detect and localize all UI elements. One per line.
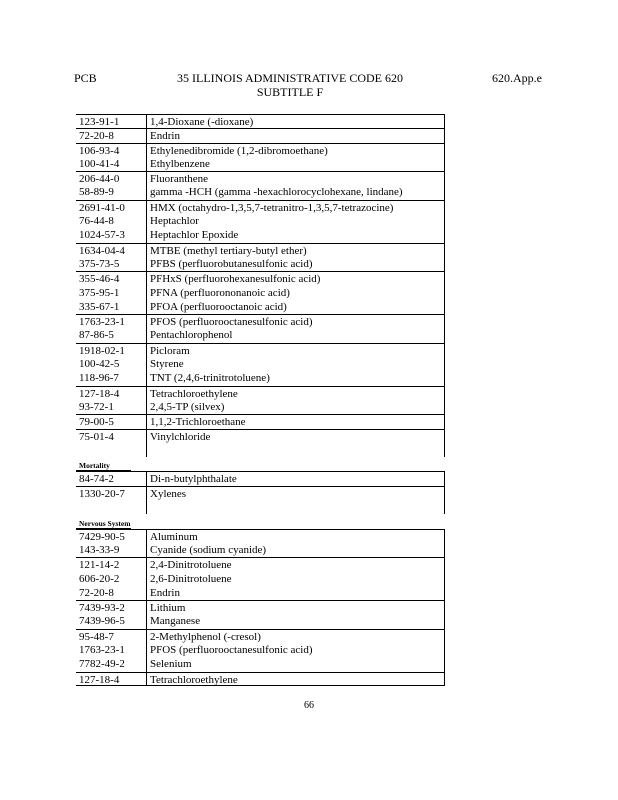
table-row xyxy=(76,572,445,586)
table-row xyxy=(76,600,445,614)
table-row xyxy=(76,143,445,157)
table-row xyxy=(76,343,445,357)
cas-number: 58-89-9 xyxy=(79,186,114,199)
section-mortality xyxy=(76,457,445,471)
chemical-name: 2,6-Dinitrotoluene xyxy=(146,572,445,586)
table-row xyxy=(76,486,445,500)
table-row xyxy=(76,300,445,314)
chemical-name: PFHxS (perfluorohexanesulfonic acid) xyxy=(146,271,445,285)
chemical-table xyxy=(76,114,445,686)
chemical-name: PFOS (perfluorooctanesulfonic acid) xyxy=(146,314,445,328)
cas-number: 93-72-1 xyxy=(79,400,114,413)
cas-number: 7439-96-5 xyxy=(79,615,125,628)
cas-number: 206-44-0 xyxy=(76,171,146,185)
table-row xyxy=(76,386,445,400)
cas-number: 127-18-4 xyxy=(76,672,146,686)
chemical-name: Di-n-butylphthalate xyxy=(146,471,445,485)
table-row xyxy=(76,414,445,428)
chemical-name: TNT (2,4,6-trinitrotoluene) xyxy=(146,371,445,385)
cas-number: 72-20-8 xyxy=(79,586,114,599)
section-label: Mortality xyxy=(76,461,131,471)
table-row xyxy=(76,286,445,300)
chemical-name: Vinylchloride xyxy=(146,429,445,443)
header-title xyxy=(170,71,410,99)
cas-number: 375-73-5 xyxy=(79,257,120,270)
chemical-name: Endrin xyxy=(146,128,445,142)
cas-number: 7429-90-5 xyxy=(76,529,146,543)
table-row xyxy=(76,557,445,571)
chemical-name: PFNA (perfluorononanoic acid) xyxy=(146,286,445,300)
table-row xyxy=(76,257,445,271)
chemical-name: PFOA (perfluorooctanoic acid) xyxy=(146,300,445,314)
table-row xyxy=(76,228,445,242)
section-label: Nervous System xyxy=(76,519,131,529)
chemical-name: PFOS (perfluorooctanesulfonic acid) xyxy=(146,643,445,657)
cas-number: 1024-57-3 xyxy=(79,229,125,242)
cas-number: 95-48-7 xyxy=(76,629,146,643)
table-row xyxy=(76,200,445,214)
cas-number: 100-41-4 xyxy=(79,157,120,170)
cas-number: 72-20-8 xyxy=(76,128,146,142)
header-section: 620.App.e xyxy=(492,71,542,85)
table-row xyxy=(76,185,445,199)
table-row xyxy=(76,614,445,628)
chemical-name: Heptachlor Epoxide xyxy=(146,228,445,242)
header-subtitle: SUBTITLE F xyxy=(256,85,324,99)
table-row xyxy=(76,643,445,657)
table-gap xyxy=(76,443,445,457)
cas-number: 87-86-5 xyxy=(79,329,114,342)
cas-number: 143-33-9 xyxy=(79,543,120,556)
table-row xyxy=(76,128,445,142)
table-row xyxy=(76,243,445,257)
chemical-name: Pentachlorophenol xyxy=(146,328,445,342)
table-row xyxy=(76,214,445,228)
chemical-name: 1,1,2-Trichloroethane xyxy=(146,414,445,428)
table-row xyxy=(76,371,445,385)
table-row xyxy=(76,171,445,185)
chemical-name: Selenium xyxy=(146,657,445,671)
chemical-name: 2,4-Dinitrotoluene xyxy=(146,557,445,571)
chemical-name: PFBS (perfluorobutanesulfonic acid) xyxy=(146,257,445,271)
chemical-name: Manganese xyxy=(146,614,445,628)
chemical-name: Heptachlor xyxy=(146,214,445,228)
cas-number: 7439-93-2 xyxy=(76,600,146,614)
table-row xyxy=(76,157,445,171)
table-row xyxy=(76,429,445,443)
table-row xyxy=(76,529,445,543)
table-row xyxy=(76,543,445,557)
page-number: 66 xyxy=(304,700,314,711)
chemical-name: Ethylenedibromide (1,2-dibromoethane) xyxy=(146,143,445,157)
chemical-name: HMX (octahydro-1,3,5,7-tetranitro-1,3,5,7-tetrazocine) xyxy=(146,200,445,214)
table-row xyxy=(76,357,445,371)
chemical-name: gamma -HCH (gamma -hexachlorocyclohexane, lindane) xyxy=(146,185,445,199)
cas-number: 7782-49-2 xyxy=(79,658,125,671)
table-row xyxy=(76,328,445,342)
cas-number: 375-95-1 xyxy=(79,286,120,299)
chemical-name: 2,4,5-TP (silvex) xyxy=(146,400,445,414)
header-code: 35 ILLINOIS ADMINISTRATIVE CODE 620 xyxy=(177,71,403,85)
table-row xyxy=(76,471,445,485)
cas-number: 123-91-1 xyxy=(76,114,146,128)
cas-number: 79-00-5 xyxy=(76,414,146,428)
chemical-name: Styrene xyxy=(146,357,445,371)
chemical-name: Endrin xyxy=(146,586,445,600)
table-row xyxy=(76,271,445,285)
chemical-name: 1,4-Dioxane (-dioxane) xyxy=(146,114,445,128)
cas-number: 2691-41-0 xyxy=(76,200,146,214)
chemical-name: 2-Methylphenol (-cresol) xyxy=(146,629,445,643)
cas-number: 1763-23-1 xyxy=(76,314,146,328)
table-row xyxy=(76,657,445,671)
cas-number: 106-93-4 xyxy=(76,143,146,157)
cas-number: 75-01-4 xyxy=(76,429,146,443)
cas-number: 1634-04-4 xyxy=(76,243,146,257)
chemical-name: Cyanide (sodium cyanide) xyxy=(146,543,445,557)
cas-number: 84-74-2 xyxy=(76,471,146,485)
cas-number: 606-20-2 xyxy=(79,572,120,585)
cas-number: 127-18-4 xyxy=(76,386,146,400)
cas-number: 76-44-8 xyxy=(79,215,114,228)
cas-number: 1918-02-1 xyxy=(76,343,146,357)
cas-number: 100-42-5 xyxy=(79,358,120,371)
chemical-name: Lithium xyxy=(146,600,445,614)
table-row xyxy=(76,400,445,414)
table-row xyxy=(76,672,445,686)
table-row xyxy=(76,629,445,643)
cas-number: 1763-23-1 xyxy=(79,643,125,656)
table-row xyxy=(76,314,445,328)
section-nervous-system xyxy=(76,514,445,528)
table-row xyxy=(76,114,445,128)
cas-number: 355-46-4 xyxy=(76,271,146,285)
cas-number: 121-14-2 xyxy=(76,557,146,571)
cas-number: 118-96-7 xyxy=(79,372,119,385)
chemical-name: Fluoranthene xyxy=(146,171,445,185)
cas-number: 335-67-1 xyxy=(79,300,120,313)
chemical-name: Xylenes xyxy=(146,486,445,500)
chemical-name: Ethylbenzene xyxy=(146,157,445,171)
table-row xyxy=(76,586,445,600)
table-gap xyxy=(76,500,445,514)
chemical-name: Tetrachloroethylene xyxy=(146,386,445,400)
cas-number: 1330-20-7 xyxy=(76,486,146,500)
header-board: PCB xyxy=(74,71,97,85)
chemical-name: Tetrachloroethylene xyxy=(146,672,445,686)
chemical-name: Aluminum xyxy=(146,529,445,543)
chemical-name: MTBE (methyl tertiary-butyl ether) xyxy=(146,243,445,257)
chemical-name: Picloram xyxy=(146,343,445,357)
